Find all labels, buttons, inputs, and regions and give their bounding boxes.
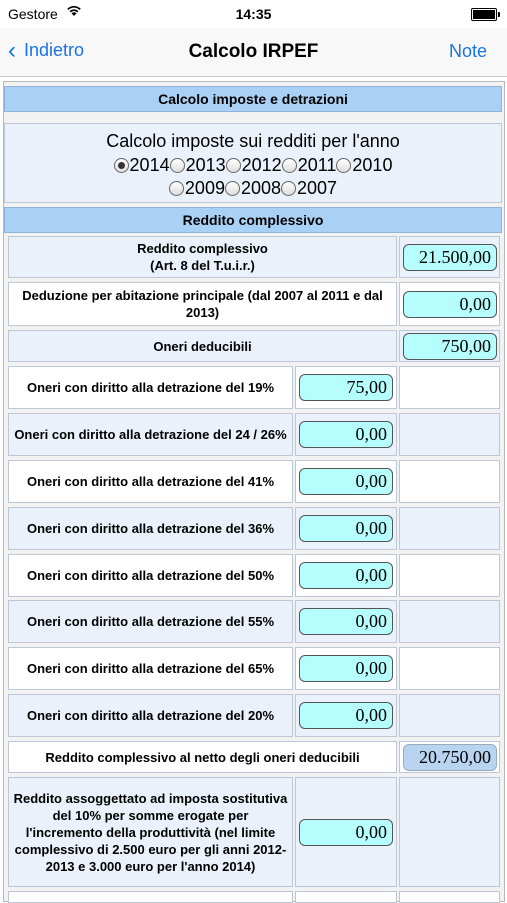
section-header-reddito: Reddito complessivo	[4, 207, 502, 233]
radio-2013[interactable]: 2013	[170, 155, 226, 176]
next-row-cell	[295, 891, 397, 903]
radio-2008[interactable]: 2008	[225, 178, 281, 199]
detrazione-24-input[interactable]: 0,00	[299, 421, 393, 448]
empty-cell	[399, 554, 500, 597]
imposta-sostitutiva-cell	[295, 777, 397, 887]
detrazione-36-cell	[295, 507, 397, 550]
reddito-complessivo-cell	[399, 236, 500, 278]
radio-icon	[226, 158, 241, 173]
detrazione-65-cell	[295, 647, 397, 690]
reddito-netto-cell	[399, 741, 500, 773]
next-row-label	[8, 891, 293, 903]
year-radio-row-1	[5, 155, 501, 178]
empty-cell	[399, 413, 500, 456]
section-header-imposte: Calcolo imposte e detrazioni	[4, 86, 502, 112]
detrazione-20-cell	[295, 694, 397, 737]
empty-cell	[399, 647, 500, 690]
detrazione-65-label: Oneri con diritto alla detrazione del 65%	[8, 647, 293, 690]
detrazione-36-input[interactable]: 0,00	[299, 515, 393, 542]
reddito-netto-value: 20.750,00	[403, 744, 497, 771]
radio-2014[interactable]: 2014	[114, 155, 170, 176]
detrazione-41-label: Oneri con diritto alla detrazione del 41%	[8, 460, 293, 503]
page-title: Calcolo IRPEF	[188, 41, 319, 62]
chevron-left-icon: ‹	[8, 36, 16, 64]
oneri-deducibili-label: Oneri deducibili	[8, 330, 397, 362]
navigation-bar	[0, 28, 507, 77]
radio-2010[interactable]: 2010	[336, 155, 392, 176]
detrazione-55-label: Oneri con diritto alla detrazione del 55%	[8, 600, 293, 643]
radio-selected-icon	[114, 158, 129, 173]
status-bar	[0, 0, 507, 28]
notes-button[interactable]: Note	[448, 41, 487, 61]
empty-cell	[399, 891, 500, 903]
empty-cell	[399, 460, 500, 503]
detrazione-41-input[interactable]: 0,00	[299, 468, 393, 495]
radio-icon	[170, 158, 185, 173]
battery-icon	[471, 8, 497, 21]
year-radio-row-2	[5, 178, 501, 201]
carrier-label: Gestore	[8, 6, 58, 22]
empty-cell	[399, 366, 500, 409]
empty-cell	[399, 777, 500, 887]
detrazione-36-label: Oneri con diritto alla detrazione del 36%	[8, 507, 293, 550]
form-content[interactable]	[0, 77, 507, 900]
detrazione-65-input[interactable]: 0,00	[299, 655, 393, 682]
detrazione-19-input[interactable]: 75,00	[299, 374, 393, 401]
deduzione-abitazione-cell	[399, 282, 500, 326]
detrazione-50-label: Oneri con diritto alla detrazione del 50%	[8, 554, 293, 597]
radio-icon	[225, 181, 240, 196]
detrazione-50-cell	[295, 554, 397, 597]
reddito-netto-label: Reddito complessivo al netto degli oneri deducibili	[8, 741, 397, 773]
oneri-deducibili-cell	[399, 330, 500, 362]
radio-icon	[281, 181, 296, 196]
deduzione-abitazione-input[interactable]: 0,00	[403, 291, 497, 318]
empty-cell	[399, 694, 500, 737]
empty-cell	[399, 507, 500, 550]
reddito-complessivo-input[interactable]: 21.500,00	[403, 244, 497, 271]
year-selector-title: Calcolo imposte sui redditi per l'anno	[106, 131, 400, 151]
radio-2012[interactable]: 2012	[226, 155, 282, 176]
detrazione-19-label: Oneri con diritto alla detrazione del 19%	[8, 366, 293, 409]
detrazione-55-input[interactable]: 0,00	[299, 608, 393, 635]
radio-2009[interactable]: 2009	[169, 178, 225, 199]
back-label: Indietro	[24, 40, 85, 60]
radio-icon	[282, 158, 297, 173]
detrazione-41-cell	[295, 460, 397, 503]
radio-2007[interactable]: 2007	[281, 178, 337, 199]
empty-cell	[399, 600, 500, 643]
deduzione-abitazione-label: Deduzione per abitazione principale (dal 2007 al 2011 e dal 2013)	[8, 282, 397, 326]
detrazione-20-label: Oneri con diritto alla detrazione del 20%	[8, 694, 293, 737]
radio-icon	[169, 181, 184, 196]
year-selector	[4, 123, 502, 203]
detrazione-50-input[interactable]: 0,00	[299, 562, 393, 589]
imposta-sostitutiva-input[interactable]: 0,00	[299, 819, 393, 846]
radio-icon	[336, 158, 351, 173]
oneri-deducibili-input[interactable]: 750,00	[403, 333, 497, 360]
detrazione-24-label: Oneri con diritto alla detrazione del 24 / 26%	[8, 413, 293, 456]
detrazione-24-cell	[295, 413, 397, 456]
imposta-sostitutiva-label: Reddito assoggettato ad imposta sostitutiva del 10% per somme erogate per l'incremento della produttività (nel limite complessivo di 2.500 euro per gli anni 2012-2013 e 3.000 euro per l'anno 2014)	[8, 777, 293, 887]
detrazione-19-cell	[295, 366, 397, 409]
detrazione-55-cell	[295, 600, 397, 643]
radio-2011[interactable]: 2011	[282, 155, 337, 176]
detrazione-20-input[interactable]: 0,00	[299, 702, 393, 729]
reddito-complessivo-label: Reddito complessivo (Art. 8 del T.u.i.r.)	[8, 236, 397, 278]
clock: 14:35	[235, 6, 272, 22]
